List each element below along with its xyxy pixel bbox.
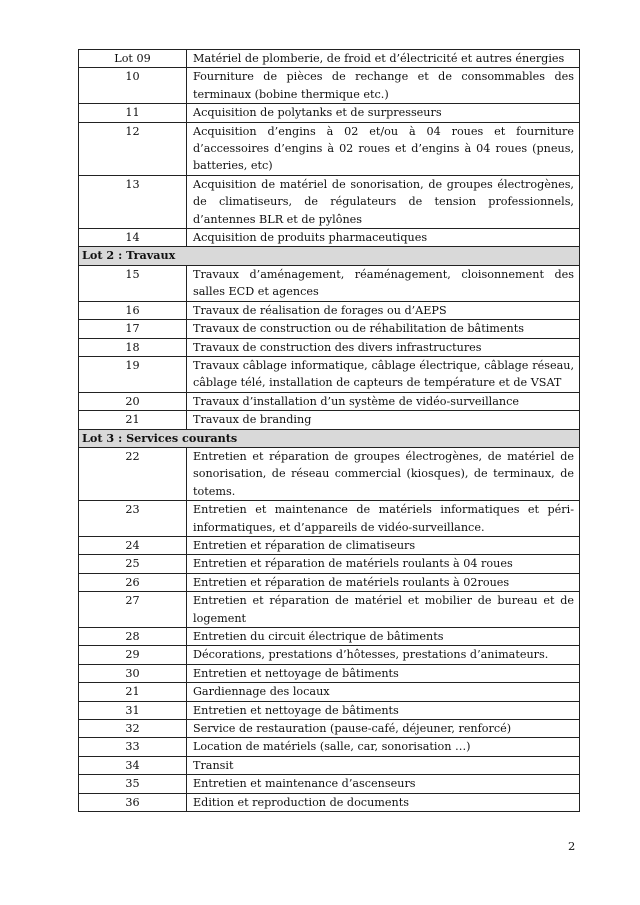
item-description: Acquisition de produits pharmaceutiques xyxy=(187,229,580,247)
item-number: 29 xyxy=(79,646,187,664)
table-row xyxy=(79,265,580,301)
table-row xyxy=(79,175,580,228)
table-row xyxy=(79,356,580,392)
item-description: Entretien et réparation de groupes électrogènes, de matériel de sonorisation, de réseau commercial (kiosques), de terminaux, de totems. xyxy=(187,447,580,500)
table-row xyxy=(79,646,580,664)
table-row xyxy=(79,229,580,247)
table-row xyxy=(79,536,580,554)
item-number: 33 xyxy=(79,738,187,756)
item-number: 32 xyxy=(79,720,187,738)
item-description: Gardiennage des locaux xyxy=(187,683,580,701)
item-number: 17 xyxy=(79,320,187,338)
table-row xyxy=(79,628,580,646)
table-row xyxy=(79,411,580,429)
item-number: 24 xyxy=(79,536,187,554)
table-row xyxy=(79,592,580,628)
item-number: 27 xyxy=(79,592,187,628)
table-row xyxy=(79,122,580,175)
section-title: Lot 2 : Travaux xyxy=(79,247,580,265)
item-description: Acquisition de polytanks et de surpresseurs xyxy=(187,104,580,122)
item-number: 35 xyxy=(79,775,187,793)
table-row xyxy=(79,555,580,573)
item-number: 16 xyxy=(79,301,187,319)
item-description: Travaux de branding xyxy=(187,411,580,429)
table-row xyxy=(79,793,580,811)
item-description: Location de matériels (salle, car, sonorisation …) xyxy=(187,738,580,756)
item-description: Travaux de réalisation de forages ou d’AEPS xyxy=(187,301,580,319)
table-row xyxy=(79,573,580,591)
table-row xyxy=(79,756,580,774)
section-header-row xyxy=(79,247,580,265)
item-number: 19 xyxy=(79,356,187,392)
item-number: 11 xyxy=(79,104,187,122)
item-description: Travaux de construction ou de réhabilitation de bâtiments xyxy=(187,320,580,338)
item-description: Entretien et réparation de matériels roulants à 04 roues xyxy=(187,555,580,573)
table-row xyxy=(79,683,580,701)
item-number: 28 xyxy=(79,628,187,646)
table-row xyxy=(79,392,580,410)
item-number: 34 xyxy=(79,756,187,774)
item-description: Entretien et nettoyage de bâtiments xyxy=(187,664,580,682)
item-description: Entretien et maintenance d’ascenseurs xyxy=(187,775,580,793)
table-row xyxy=(79,320,580,338)
item-description: Entretien et nettoyage de bâtiments xyxy=(187,701,580,719)
item-description: Travaux câblage informatique, câblage électrique, câblage réseau, câblage télé, installation de capteurs de température et de VSAT xyxy=(187,356,580,392)
item-description: Edition et reproduction de documents xyxy=(187,793,580,811)
table-row xyxy=(79,775,580,793)
item-description: Décorations, prestations d’hôtesses, prestations d’animateurs. xyxy=(187,646,580,664)
item-number: 10 xyxy=(79,68,187,104)
item-description: Acquisition de matériel de sonorisation, de groupes électrogènes, de climatiseurs, de régulateurs de tension professionnels, d’antennes BLR et de pylônes xyxy=(187,175,580,228)
item-number: 23 xyxy=(79,501,187,537)
table-row xyxy=(79,447,580,500)
item-description: Service de restauration (pause-café, déjeuner, renforcé) xyxy=(187,720,580,738)
item-description: Matériel de plomberie, de froid et d’électricité et autres énergies xyxy=(187,50,580,68)
item-description: Transit xyxy=(187,756,580,774)
table-row xyxy=(79,720,580,738)
table-row xyxy=(79,301,580,319)
item-number: 18 xyxy=(79,338,187,356)
item-number: 30 xyxy=(79,664,187,682)
item-number: 36 xyxy=(79,793,187,811)
item-description: Acquisition d’engins à 02 et/ou à 04 roues et fourniture d’accessoires d’engins à 02 roues et d’engins à 04 roues (pneus, batteries, etc) xyxy=(187,122,580,175)
table-row xyxy=(79,68,580,104)
item-description: Travaux d’aménagement, réaménagement, cloisonnement des salles ECD et agences xyxy=(187,265,580,301)
table-row xyxy=(79,104,580,122)
item-number: 13 xyxy=(79,175,187,228)
item-number: 21 xyxy=(79,683,187,701)
item-number: Lot 09 xyxy=(79,50,187,68)
item-description: Entretien et réparation de climatiseurs xyxy=(187,536,580,554)
lots-table xyxy=(78,49,580,812)
item-description: Entretien du circuit électrique de bâtiments xyxy=(187,628,580,646)
item-number: 14 xyxy=(79,229,187,247)
item-description: Fourniture de pièces de rechange et de consommables des terminaux (bobine thermique etc.) xyxy=(187,68,580,104)
section-header-row xyxy=(79,429,580,447)
item-number: 15 xyxy=(79,265,187,301)
item-number: 22 xyxy=(79,447,187,500)
item-number: 12 xyxy=(79,122,187,175)
item-description: Entretien et maintenance de matériels informatiques et péri-informatiques, et d’appareils de vidéo-surveillance. xyxy=(187,501,580,537)
item-number: 21 xyxy=(79,411,187,429)
page-number: 2 xyxy=(568,839,576,853)
item-number: 20 xyxy=(79,392,187,410)
lots-table-body xyxy=(79,50,580,812)
table-row xyxy=(79,664,580,682)
section-title: Lot 3 : Services courants xyxy=(79,429,580,447)
item-description: Travaux d’installation d’un système de vidéo-surveillance xyxy=(187,392,580,410)
table-row xyxy=(79,738,580,756)
item-number: 25 xyxy=(79,555,187,573)
item-description: Entretien et réparation de matériels roulants à 02roues xyxy=(187,573,580,591)
item-number: 31 xyxy=(79,701,187,719)
table-row xyxy=(79,50,580,68)
table-row xyxy=(79,701,580,719)
item-number: 26 xyxy=(79,573,187,591)
table-row xyxy=(79,338,580,356)
item-description: Entretien et réparation de matériel et mobilier de bureau et de logement xyxy=(187,592,580,628)
table-row xyxy=(79,501,580,537)
item-description: Travaux de construction des divers infrastructures xyxy=(187,338,580,356)
